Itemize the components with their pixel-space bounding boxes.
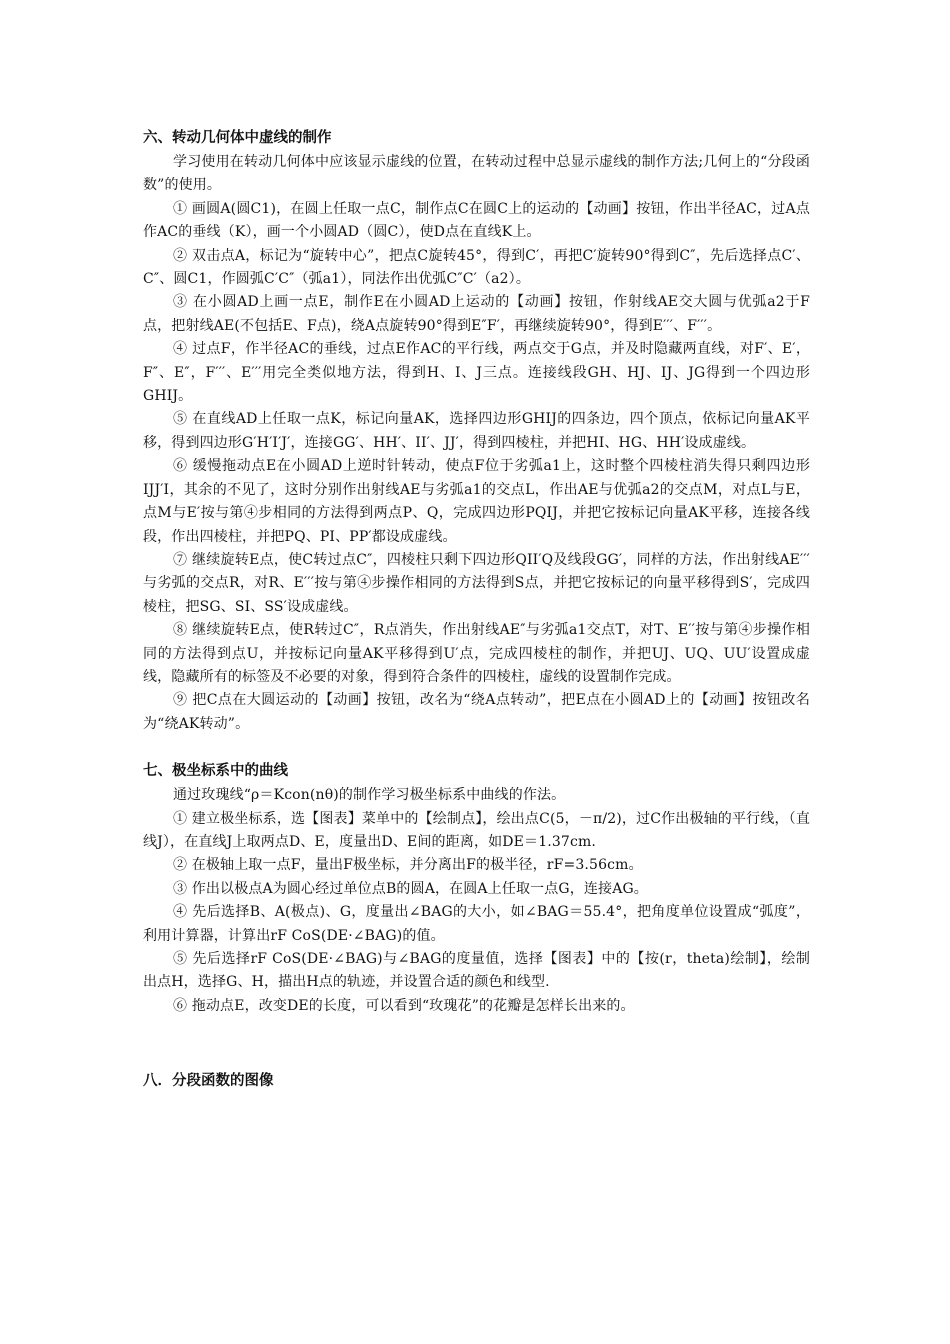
paragraph: ① 画圆A(圆C1)，在圆上任取一点C，制作点C在圆C上的运动的【动画】按钮，作出半径AC，过A点作AC的垂线（K），画一个小圆AD（圆C），使D点在直线K上。	[143, 200, 810, 241]
paragraph: ⑤ 先后选择rF CoS(DE·∠BAG)与∠BAG的度量值，选择【图表】中的【按(r，theta)绘制】，绘制出点H，选择G、H，描出H点的轨迹，并设置合适的颜色和线型.	[143, 951, 810, 991]
paragraph: ⑥ 拖动点E，改变DE的长度，可以看到“玫瑰花”的花瓣是怎样长出来的。	[173, 997, 635, 1014]
paragraph: ⑦ 继续旋转E点，使C转过点C″，四棱柱只剩下四边形QII′Q及线段GG′，同样的方法，作出射线AE′′′与劣弧的交点R，对R、E′′′按与第④步操作相同的方法得到S点，并把它按标记的向量平移得到S′，完成四棱柱，把SG、SI、SS′设成虚线。	[143, 551, 810, 615]
document-body	[143, 127, 810, 1094]
section-heading: 八．分段函数的图像	[143, 1073, 274, 1090]
paragraph: ④ 过点F，作半径AC的垂线，过点E作AC的平行线，两点交于G点，并及时隐藏两直线，对F′、E′，F″、E″，F′′′、E′′′用完全类似地方法，得到H、I、J三点。连接线段GH、HJ、IJ、JG得到一个四边形GHIJ。	[143, 341, 810, 405]
section-heading: 六、转动几何体中虚线的制作	[143, 130, 332, 146]
paragraph: ① 建立极坐标系，选【图表】菜单中的【绘制点】，绘出点C(5，－π/2)，过C作出极轴的平行线，（直线J），在直线J上取两点D、E，度量出D、E间的距离，如DE＝1.37cm.	[143, 810, 810, 850]
paragraph: ② 在极轴上取一点F，量出F极坐标，并分离出F的极半径，rF=3.56cm。	[173, 857, 643, 874]
paragraph: ⑨ 把C点在大圆运动的【动画】按钮，改名为“绕A点转动”，把E点在小圆AD上的【动画】按钮改名为“绕AK转动”。	[143, 692, 810, 732]
paragraph: ⑧ 继续旋转E点，使R转过C″，R点消失，作出射线AE″与劣弧a1交点T，对T、E′′按与第④步操作相同的方法得到点U，并按标记向量AK平移得到U′点，完成四棱柱的制作，并把UJ、UQ、UU′设置成虚线，隐藏所有的标签及不必要的对象，得到符合条件的四棱柱，虚线的设置制作完成。	[143, 622, 810, 685]
section-piecewise-function-graph	[143, 1070, 810, 1092]
paragraph: ⑤ 在直线AD上任取一点K，标记向量AK，选择四边形GHIJ的四条边，四个顶点，依标记向量AK平移，得到四边形G′H′I′J′，连接GG′、HH′、II′、JJ′，得到四棱柱，并把HI、HG、HH′设成虚线。	[143, 411, 810, 451]
paragraph: ⑥ 缓慢拖动点E在小圆AD上逆时针转动，使点F位于劣弧a1上，这时整个四棱柱消失得只剩四边形IJJ′I，其余的不见了，这时分别作出射线AE与劣弧a1的交点L，作出AE与优弧a2的交点M，对点L与E，点M与E′按与第④步相同的方法得到两点P、Q，完成四边形PQIJ，并把它按标记向量AK平移，连接各线段，作出四棱柱，并把PQ、PI、PP′都设成虚线。	[143, 458, 810, 545]
section-polar-curves	[143, 760, 810, 1018]
paragraph: ④ 先后选择B、A(极点)、G，度量出∠BAG的大小，如∠BAG＝55.4°，把角度单位设置成“弧度”，利用计算器，计算出rF CoS(DE·∠BAG)的值。	[143, 904, 810, 944]
section-heading: 七、极坐标系中的曲线	[143, 763, 288, 780]
paragraph: ③ 在小圆AD上画一点E，制作E在小圆AD上运动的【动画】按钮，作射线AE交大圆与优弧a2于F点，把射线AE(不包括E、F点)，绕A点旋转90°得到E″F′，再继续旋转90°，得到E′′′、F′′′。	[143, 294, 810, 334]
paragraph: 学习使用在转动几何体中应该显示虚线的位置，在转动过程中总显示虚线的制作方法;几何上的“分段函数”的使用。	[143, 154, 810, 194]
paragraph: ③ 作出以极点A为圆心经过单位点B的圆A，在圆A上任取一点G，连接AG。	[173, 880, 648, 897]
paragraph: 通过玫瑰线“ρ＝Kcon(nθ)的制作学习极坐标系中曲线的作法。	[173, 787, 566, 804]
section-rotating-solid-dashed-lines	[143, 127, 810, 736]
paragraph: ② 双击点A，标记为“旋转中心”，把点C旋转45°，得到C′，再把C′旋转90°得到C″，先后选择点C′、C″、圆C1，作圆弧C′C″（弧a1），同法作出优弧C″C′（a2）。	[143, 247, 810, 288]
